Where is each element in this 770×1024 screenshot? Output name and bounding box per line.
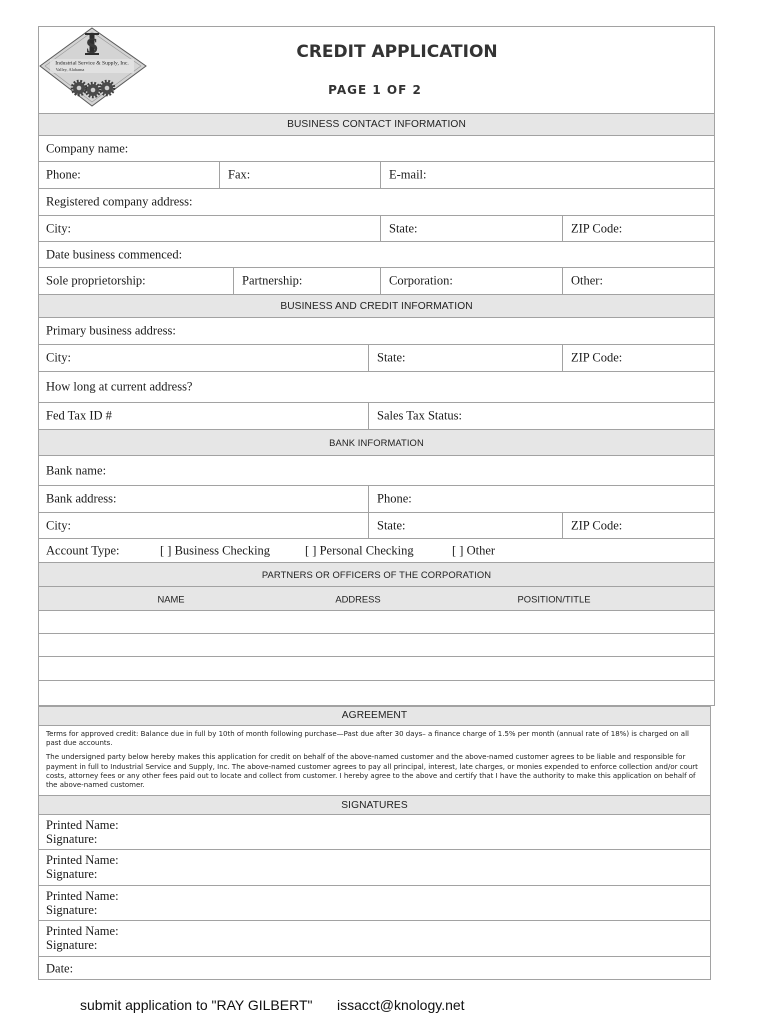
corporation-field[interactable]	[380, 268, 562, 294]
zip-code-label: ZIP Code:	[571, 221, 623, 235]
phone-field[interactable]	[38, 162, 219, 188]
signature-label: Signature:	[46, 938, 98, 952]
sole-proprietorship-field[interactable]	[38, 268, 233, 294]
zip-code-field[interactable]	[562, 345, 715, 371]
signature-block	[38, 815, 711, 850]
signature-field[interactable]	[46, 832, 703, 846]
printed-name-field[interactable]	[46, 924, 703, 938]
partners-column-header	[38, 587, 715, 611]
signature-block	[38, 886, 711, 921]
other-account-checkbox[interactable]: [ ] Other	[452, 543, 496, 557]
form-header	[38, 26, 715, 114]
date-label: Date:	[46, 961, 74, 975]
account-type-group	[38, 539, 715, 562]
fed-tax-id-label: Fed Tax ID #	[46, 408, 112, 423]
registered-city-row	[38, 216, 715, 242]
section-heading-label: BUSINESS AND CREDIT INFORMATION	[280, 300, 473, 312]
city-label: City:	[46, 350, 72, 365]
signatures-heading	[38, 796, 711, 815]
email-field[interactable]	[380, 162, 715, 188]
section-heading-label: SIGNATURES	[341, 799, 408, 811]
phone-label: Phone:	[46, 167, 81, 182]
city-label: City:	[46, 518, 72, 532]
submission-email: issacct@knology.net	[337, 997, 465, 1013]
contact-row	[38, 162, 715, 189]
other-label: Other:	[571, 273, 603, 288]
state-label: State:	[377, 518, 406, 532]
printed-name-label: Printed Name:	[46, 924, 119, 938]
bank-phone-field[interactable]	[368, 486, 715, 512]
terms-paragraph: Terms for approved credit: Balance due in full by 10th of month following purchase—Past due after 30 days– a finance charge of 1.5% per month (annual rate of 18%) is charged on all past due accounts.	[46, 730, 689, 748]
signature-label: Signature:	[46, 867, 98, 881]
bank-name-field[interactable]	[38, 456, 715, 485]
page-indicator: PAGE 1 OF 2	[328, 83, 422, 97]
primary-city-row	[38, 345, 715, 372]
partnership-field[interactable]	[233, 268, 380, 294]
bank-address-field[interactable]	[38, 486, 368, 512]
time-at-address-row	[38, 372, 715, 403]
date-field[interactable]	[38, 957, 711, 980]
signature-field[interactable]	[46, 938, 703, 952]
partners-heading	[38, 563, 715, 587]
date-row	[38, 957, 711, 980]
svg-text:S: S	[85, 33, 99, 58]
state-label: State:	[389, 221, 418, 235]
signature-block	[38, 921, 711, 957]
date-commenced-label: Date business commenced:	[46, 247, 183, 261]
bank-name-row	[38, 456, 715, 486]
city-field[interactable]	[38, 513, 368, 538]
corporation-label: Corporation:	[389, 273, 453, 288]
signature-field[interactable]	[46, 903, 703, 917]
partnership-label: Partnership:	[242, 273, 303, 288]
bank-heading	[38, 430, 715, 456]
partner-row[interactable]	[38, 634, 715, 657]
logo-location: Valley, Alabama	[55, 67, 85, 72]
city-field[interactable]	[38, 216, 380, 241]
state-field[interactable]	[368, 513, 562, 538]
date-commenced-field[interactable]	[38, 242, 715, 267]
monogram-icon	[85, 33, 99, 58]
section-heading-label: BANK INFORMATION	[329, 437, 424, 448]
registered-address-label: Registered company address:	[46, 194, 193, 209]
state-field[interactable]	[380, 216, 562, 241]
fax-label: Fax:	[228, 167, 251, 182]
registered-address-row	[38, 189, 715, 216]
signature-block	[38, 850, 711, 886]
date-commenced-row	[38, 242, 715, 268]
agreement-text	[38, 726, 711, 796]
position-title-column-header: POSITION/TITLE	[517, 593, 591, 604]
entity-type-row	[38, 268, 715, 295]
business-contact-heading	[38, 114, 715, 136]
time-at-address-field[interactable]	[38, 372, 715, 402]
zip-code-label: ZIP Code:	[571, 518, 623, 532]
printed-name-label: Printed Name:	[46, 818, 119, 832]
submission-instruction: submit application to "RAY GILBERT"	[80, 997, 313, 1013]
state-label: State:	[377, 350, 406, 365]
business-credit-heading	[38, 295, 715, 318]
fed-tax-id-field[interactable]	[38, 403, 368, 429]
section-heading-label: PARTNERS OR OFFICERS OF THE CORPORATION	[261, 569, 492, 580]
authorization-paragraph: The undersigned party below hereby makes this application for credit on behalf of the above-named customer and the above-named customer agrees to be liable and responsible for payment in full to Industrial Service and Supply, Inc. The above-named customer agrees to pay all principal, interest, late charges, or monies expended to enforce collection and/or court costs, attorney fees or any other fees paid out to locate and collect from customer. I hereby agree to the above and certify that I have the authority to make this application on behalf of the above-named customer.	[46, 753, 698, 790]
form-title: CREDIT APPLICATION	[296, 42, 498, 62]
fax-field[interactable]	[219, 162, 380, 188]
logo-company-name: Industrial Service & Supply, Inc.	[55, 60, 129, 67]
account-type-label: Account Type:	[46, 543, 120, 557]
primary-address-label: Primary business address:	[46, 323, 176, 338]
personal-checking-checkbox[interactable]: [ ] Personal Checking	[305, 543, 414, 557]
printed-name-field[interactable]	[46, 889, 703, 903]
sales-tax-status-field[interactable]	[368, 403, 715, 429]
signature-field[interactable]	[46, 867, 703, 881]
partner-row[interactable]	[38, 657, 715, 681]
sales-tax-status-label: Sales Tax Status:	[377, 408, 463, 423]
bank-name-label: Bank name:	[46, 463, 107, 477]
account-type-row	[38, 539, 715, 563]
printed-name-label: Printed Name:	[46, 853, 119, 867]
business-checking-checkbox[interactable]: [ ] Business Checking	[160, 543, 271, 557]
printed-name-field[interactable]	[46, 818, 703, 832]
registered-address-field[interactable]	[38, 189, 715, 215]
tax-row	[38, 403, 715, 430]
printed-name-field[interactable]	[46, 853, 703, 867]
bank-address-row	[38, 486, 715, 513]
time-at-address-label: How long at current address?	[46, 379, 193, 394]
bank-phone-label: Phone:	[377, 491, 412, 506]
sole-proprietorship-label: Sole proprietorship:	[46, 273, 146, 288]
name-column-header: NAME	[157, 593, 185, 604]
company-name-row	[38, 136, 715, 162]
primary-address-row	[38, 318, 715, 345]
email-label: E-mail:	[389, 167, 427, 182]
bank-city-row	[38, 513, 715, 539]
city-label: City:	[46, 221, 72, 235]
signature-label: Signature:	[46, 903, 98, 917]
signature-label: Signature:	[46, 832, 98, 846]
section-heading-label: BUSINESS CONTACT INFORMATION	[287, 119, 466, 130]
state-field[interactable]	[368, 345, 562, 371]
other-field[interactable]	[562, 268, 715, 294]
partner-row[interactable]	[38, 611, 715, 634]
section-heading-label: AGREEMENT	[341, 710, 408, 721]
company-name-field[interactable]	[38, 136, 715, 161]
address-column-header: ADDRESS	[335, 593, 381, 604]
partner-row[interactable]	[38, 681, 715, 705]
company-name-label: Company name:	[46, 141, 129, 155]
zip-code-field[interactable]	[562, 216, 715, 241]
printed-name-label: Printed Name:	[46, 889, 119, 903]
primary-address-field[interactable]	[38, 318, 715, 344]
city-field[interactable]	[38, 345, 368, 371]
zip-code-field[interactable]	[562, 513, 715, 538]
zip-code-label: ZIP Code:	[571, 350, 623, 365]
bank-address-label: Bank address:	[46, 491, 117, 506]
company-logo	[38, 26, 150, 110]
agreement-heading	[38, 706, 711, 726]
